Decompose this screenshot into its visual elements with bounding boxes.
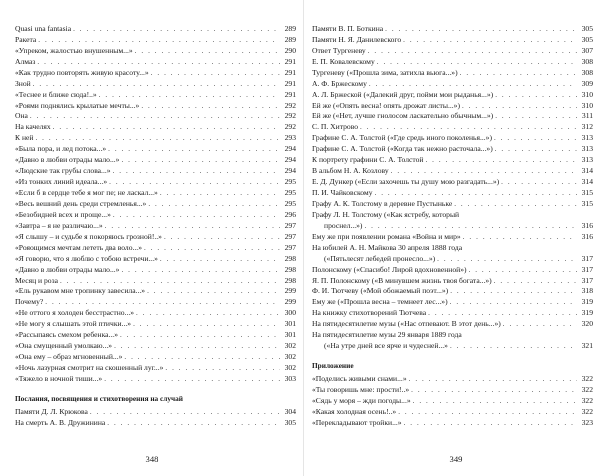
dot-leader [135,46,280,57]
dot-leader [151,68,280,79]
toc-entry-title: На пятидесятилетие музы («Нас отпевают. В этот день...») [312,319,501,329]
toc-entry-title: «Сядь у моря – жди погоды...» [312,396,411,405]
dot-leader [437,254,577,265]
dot-leader [133,319,280,330]
toc-entry [15,341,296,352]
toc-entry-page: 298 [284,275,296,285]
dot-leader [463,232,577,243]
dot-leader [495,144,577,155]
dot-leader [501,177,577,188]
toc-entry [312,308,593,319]
toc-entry-title: Памяти Н. Я. Данилевского [312,34,402,44]
dot-leader [454,199,577,210]
toc-entry-page: 319 [581,308,593,318]
toc-entry [312,188,593,199]
toc-entry [15,265,296,276]
dot-leader [148,199,280,210]
dot-leader [165,363,280,374]
toc-entry-title: К ней [15,133,34,143]
toc-entry-page: 317 [581,264,593,274]
toc-entry-page: 297 [284,242,296,252]
toc-entry-page: 318 [581,286,593,296]
toc-entry-page: 294 [284,166,296,176]
toc-entry-title: «Я говорю, что я люблю с тобою встречи...» [15,253,158,263]
dot-leader [147,287,280,298]
toc-entry-title: «Поделись живыми снами...» [312,374,407,384]
toc-entry-title: К портрету графини С. А. Толстой [312,155,424,165]
toc-entry [15,287,296,298]
toc-entry-title: Графу Л. Н. Толстому («Как ястребу, который [312,209,460,219]
toc-entry-title: Почему? [15,297,44,307]
toc-entry [312,24,593,35]
dot-leader [469,265,577,276]
toc-entry-title: Памяти Д. Л. Крюкова [15,406,88,416]
toc-entry-page: 316 [581,220,593,230]
toc-right [312,24,593,429]
dot-leader [107,418,280,429]
dot-leader [494,276,577,287]
toc-entry-title: На юбилей А. Н. Майкова 30 апреля 1888 года [312,242,463,252]
toc-entry-page: 322 [581,406,593,416]
toc-entry [15,166,296,177]
dot-leader [30,112,280,123]
toc-entry-title: Я. П. Полонскому («В минувшем жизнь твоя богата...») [312,275,492,285]
toc-entry-page: 314 [581,166,593,176]
toc-entry-title: проснел...») [324,220,363,230]
toc-entry-title: Графине С. А. Толстой («Где средь иного поколенья...») [312,133,492,143]
dot-leader [495,90,577,101]
dot-leader [450,297,577,308]
dot-leader [369,79,577,90]
toc-entry-page: 291 [284,78,296,88]
toc-entry [312,319,593,330]
toc-entry-title: Графине С. А. Толстой («Когда так нежно расточала...») [312,144,493,154]
toc-entry-page: 317 [581,275,593,285]
toc-entry-page: 290 [284,45,296,55]
toc-left [15,24,296,429]
dot-leader [413,396,577,407]
toc-entry-page: 292 [284,111,296,121]
toc-entry [312,68,593,79]
toc-entry-title: «Не могу я слышать этой птички...» [15,319,132,329]
toc-entry-title: «Была пора, и лед потока...» [15,144,107,154]
toc-entry-page: 308 [581,56,593,66]
toc-entry [312,112,593,123]
dot-leader [377,57,577,68]
dot-leader [53,122,280,133]
toc-entry [15,79,296,90]
toc-entry-page: 313 [581,133,593,143]
toc-entry-page: 322 [581,385,593,395]
toc-entry [15,68,296,79]
toc-entry-page: 309 [581,78,593,88]
toc-entry-title: «Упреком, жалостью внушенным...» [15,45,133,55]
toc-entry-page: 320 [581,319,593,329]
toc-entry-title: «Она смущенный умолкаю...» [15,341,113,351]
toc-entry [15,199,296,210]
toc-entry-page: 291 [284,67,296,77]
toc-entry-page: 302 [284,363,296,373]
toc-entry-title: Ему же при появлении романа «Война и мир» [312,231,461,241]
toc-entry-title: На книжку стихотворений Тютчева [312,308,427,318]
dot-leader [109,177,280,188]
dot-leader [403,35,577,46]
toc-entry-page: 315 [581,199,593,208]
toc-entry-title: «Тяжело в ночной тиши...» [15,374,103,383]
dot-leader [108,144,280,155]
dot-leader [121,265,280,276]
toc-entry [15,177,296,188]
toc-entry-title: Памяти В. П. Боткина [312,24,384,33]
toc-entry [15,276,296,287]
toc-entry-page: 319 [581,297,593,307]
dot-leader [503,319,577,330]
dot-leader [104,374,280,385]
dot-leader [398,407,577,418]
toc-entry-title: С. П. Хитрово [312,122,359,132]
toc-entry-title: «Ты говоришь мне: прости!..» [312,385,410,395]
toc-entry-title: На смерть А. В. Дружинина [15,417,106,427]
toc-entry-title: Ей же («Опять весна! опять дрожат листы...») [312,100,460,110]
toc-entry [312,374,593,385]
toc-entry [312,297,593,308]
toc-entry [15,101,296,112]
toc-entry-title: («На утре дней все ярче и чудесней...» [324,341,448,351]
dot-leader [33,79,280,90]
toc-entry [15,35,296,46]
toc-entry-page: 292 [284,122,296,132]
toc-entry [312,385,593,396]
toc-entry-page: 289 [284,24,296,33]
dot-leader [120,330,280,341]
toc-entry [312,265,593,276]
dot-leader [360,122,577,133]
toc-entry [312,166,593,177]
dot-leader [164,232,280,243]
toc-entry [15,57,296,68]
toc-entry-title: «Людские так грубы слова...» [15,166,111,176]
toc-entry-page: 294 [284,155,296,165]
toc-entry [15,330,296,341]
toc-entry-title: («Пятьлесят лебедей пронесло...») [324,253,436,263]
toc-entry [312,101,593,112]
toc-entry [312,133,593,144]
toc-entry-page: 303 [284,374,296,383]
dot-leader [495,112,577,123]
toc-entry-title: «Давно в любви отрады мало...» [15,155,120,165]
toc-entry-title: «Какая холодная осень!..» [312,406,397,416]
toc-entry [15,363,296,374]
toc-entry-page: 296 [284,209,296,219]
toc-entry-title: А. Ф. Бржескому [312,78,367,88]
dot-leader [124,352,280,363]
toc-entry [312,341,593,352]
toc-entry [312,177,593,188]
toc-entry-title: П. И. Чайковскому [312,188,373,198]
toc-entry-page: 295 [284,188,296,198]
dot-leader [141,101,280,112]
dot-leader [113,166,280,177]
toc-entry-page: 298 [284,264,296,274]
dot-leader [121,155,280,166]
dot-leader [45,297,280,308]
toc-entry [15,155,296,166]
toc-entry-page: 297 [284,220,296,230]
toc-entry-title: «Я слышу – и судьбе я покоряюсь грозной!..» [15,231,162,241]
toc-entry-page: 291 [284,56,296,66]
toc-entry-page: 300 [284,308,296,318]
toc-entry-title: «Завтра – я не различаю...» [15,220,103,230]
dot-leader [425,155,577,166]
page-number-left: 348 [145,454,159,464]
toc-entry-title: «Перекладывают тройки...» [312,417,402,427]
toc-entry-page: 292 [284,100,296,110]
toc-entry-page: 298 [284,253,296,263]
toc-entry-page: 311 [581,111,593,121]
toc-entry [312,330,593,341]
toc-entry [15,297,296,308]
toc-entry-page: 314 [581,177,593,187]
dot-leader [38,35,280,46]
toc-entry-page: 293 [284,133,296,143]
toc-entry-page: 302 [284,352,296,362]
toc-entry [15,352,296,363]
dot-leader [113,210,280,221]
toc-entry-title: «Рояощимся мечтам лететь два воло...» [15,242,142,252]
toc-entry [15,407,296,418]
toc-entry-title: Ей же («Нет, лучше гнолосом ласкательно обычным...») [312,111,494,121]
dot-leader [460,68,577,79]
dot-leader [160,188,280,199]
toc-entry-page: 301 [284,330,296,340]
toc-entry [312,254,593,265]
dot-leader [99,90,280,101]
dot-leader [35,133,280,144]
dot-leader [73,24,280,35]
toc-entry-page: 322 [581,396,593,405]
toc-entry [312,144,593,155]
toc-entry [312,418,593,429]
toc-entry-page: 294 [284,144,296,154]
toc-entry-page: 322 [581,374,593,384]
toc-entry-title: Ф. И. Тютчеву («Мой обожаемый поэт...») [312,286,449,296]
toc-entry-page: 310 [581,100,593,110]
toc-entry-title: На пятидесятилетие музы 29 января 1889 года [312,330,462,340]
toc-entry [312,199,593,210]
toc-entry-title: «Роями поднялись крылатые мечты...» [15,100,140,110]
dot-leader [428,308,577,319]
toc-entry-title: Зной [15,78,31,88]
dot-leader [144,243,280,254]
toc-entry [15,308,296,319]
toc-entry-page: 289 [284,34,296,44]
toc-entry-page: 323 [581,417,593,427]
dot-leader [462,101,577,112]
toc-entry-page: 305 [284,417,296,427]
toc-entry-title: Е. П. Ковалевскому [312,56,375,66]
toc-entry-page: 308 [581,67,593,77]
toc-entry-title: Полонскому («Спасибо! Лирой вдохновенной») [312,264,467,274]
toc-entry-page: 312 [581,122,593,132]
toc-entry-page: 310 [581,89,593,99]
toc-entry-title: «Теснее и ближе сюда!..» [15,89,97,99]
toc-entry-page: 299 [284,286,296,296]
toc-entry-page: 307 [581,45,593,55]
toc-entry-title: «Ель рукавом мне тропинку завесила...» [15,286,146,296]
toc-entry [312,57,593,68]
toc-entry [15,112,296,123]
toc-entry [312,90,593,101]
toc-entry [312,210,593,221]
dot-leader [375,188,577,199]
toc-entry [312,276,593,287]
toc-entry-title: «Не оттого я холоден бесстрастно...» [15,308,135,318]
toc-entry-page: 302 [284,341,296,351]
toc-entry-title: «Как трудно повторять живую красоту...» [15,67,149,77]
toc-entry [312,243,593,254]
toc-entry-title: В альбом Н. А. Козлову [312,166,389,176]
toc-entry [15,90,296,101]
toc-entry [312,221,593,232]
toc-entry [15,232,296,243]
toc-entry [15,122,296,133]
dot-leader [409,374,577,385]
toc-entry [312,46,593,57]
toc-entry [312,287,593,298]
toc-entry-title: Месяц и роза [15,275,58,285]
dot-leader [411,385,577,396]
toc-entry-page: 295 [284,199,296,208]
dot-leader [114,341,280,352]
toc-entry-title: «Давно в любви отрады мало...» [15,264,120,274]
page-number-right: 349 [449,454,463,464]
toc-entry-title: «Она ему – образ мгновенный...» [15,352,123,362]
toc-entry [312,396,593,407]
section-heading: Приложение [312,361,354,371]
dot-leader [494,133,577,144]
toc-entry-page: 317 [581,253,593,263]
toc-entry [15,144,296,155]
dot-leader [364,221,577,232]
toc-entry [15,254,296,265]
toc-entry [312,407,593,418]
toc-entry [312,79,593,90]
toc-entry-title: «Если б в сердце тебе я мог пе; не ласкал...» [15,188,158,198]
right-page [304,0,608,476]
dot-leader [368,46,577,57]
dot-leader [90,407,280,418]
toc-entry [15,319,296,330]
toc-entry-title: Ему же («Прошла весна – темнеет лес...») [312,297,448,307]
toc-entry [15,221,296,232]
toc-entry-title: «Из тонких линий идеала...» [15,177,108,187]
toc-entry [15,24,296,35]
toc-entry-title: Алмаз [15,56,36,66]
toc-entry [15,418,296,429]
toc-entry-title: А. Л. Бржеской («Далекий друг, пойми мои рыданья...») [312,89,494,99]
toc-entry-page: 301 [284,319,296,329]
toc-entry [15,46,296,57]
toc-entry-title: «Ночь лазурная смотрит на скошенный луг...» [15,363,164,373]
toc-entry-page: 315 [581,188,593,198]
toc-entry-page: 304 [284,406,296,416]
toc-entry-title: На качелях [15,122,51,132]
toc-entry-title: Тургеневу («Прошла зима, затихла вьюга...») [312,67,458,77]
toc-entry [312,122,593,133]
dot-leader [160,254,280,265]
toc-entry [15,210,296,221]
dot-leader [136,308,280,319]
toc-entry [312,35,593,46]
toc-entry-page: 305 [581,34,593,44]
toc-entry-title: «Весь вешний день среди стремленья...» [15,199,147,208]
toc-entry-page: 321 [581,341,593,351]
toc-entry-title: «Безобидней всех и проще...» [15,209,111,219]
toc-entry-page: 313 [581,155,593,165]
dot-leader [60,276,280,287]
toc-entry-page: 291 [284,89,296,99]
toc-entry-title: Quasi una fantasia [15,24,72,33]
toc-entry-page: 297 [284,231,296,241]
dot-leader [37,57,280,68]
toc-entry-title: Ракета [15,34,37,44]
dot-leader [391,166,577,177]
toc-entry-title: Она [15,111,28,121]
dot-leader [450,287,577,298]
dot-leader [404,418,577,429]
toc-entry [312,155,593,166]
toc-entry-page: 305 [581,24,593,33]
dot-leader [105,221,280,232]
toc-entry-page: 316 [581,231,593,241]
toc-entry-page: 299 [284,297,296,307]
toc-entry-title: «Рассыпаясь смехом ребенка...» [15,330,119,340]
toc-entry-title: Графу А. К. Толстому в деревне Пустыньке [312,199,453,208]
toc-entry [312,232,593,243]
toc-entry [15,243,296,254]
dot-leader [385,24,577,35]
toc-entry [15,133,296,144]
toc-entry-page: 313 [581,144,593,154]
toc-entry [15,188,296,199]
toc-entry-title: Ответ Тургеневу [312,45,366,55]
toc-entry-page: 295 [284,177,296,187]
toc-entry-title: Е. Д. Дункер («Если захочешь ты душу мою разгадать...») [312,177,500,187]
dot-leader [450,341,577,352]
section-heading: Послания, посвящения и стихотворения на случай [15,393,183,403]
toc-entry [15,374,296,385]
